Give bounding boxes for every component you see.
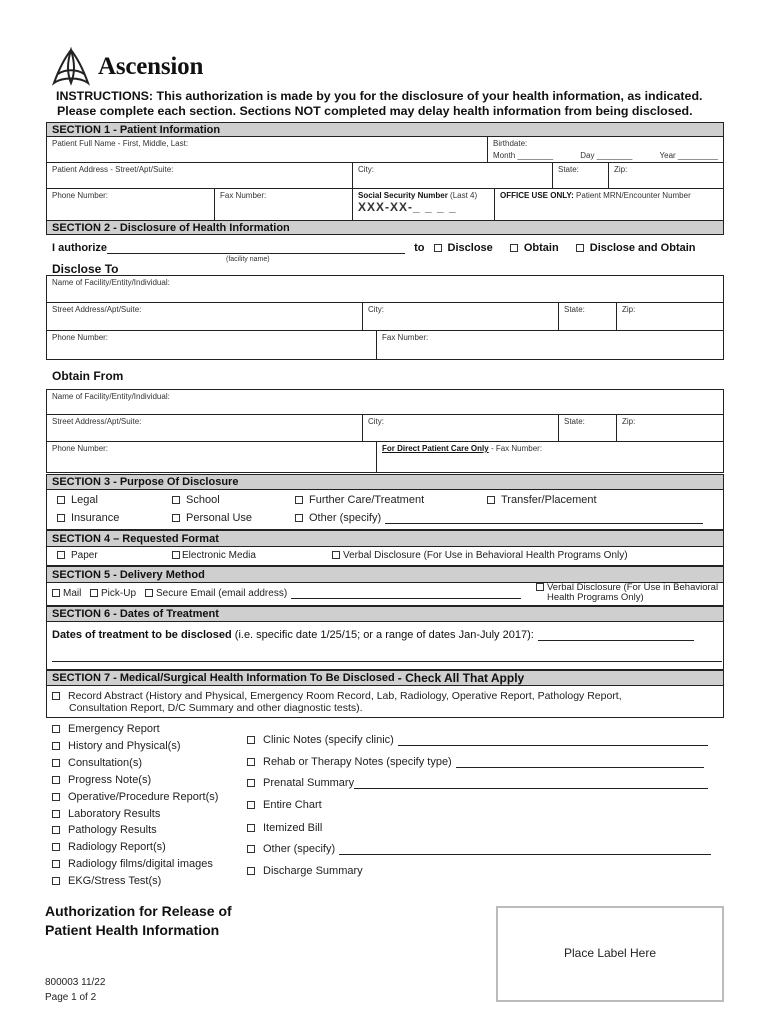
ssn-field[interactable]: Social Security Number (Last 4) XXX-XX-_ _ _ _	[353, 189, 495, 221]
checkbox-icon	[52, 810, 60, 818]
checkbox-icon	[247, 867, 255, 875]
obtain-from-table	[46, 389, 724, 473]
option-disclose-and-obtain[interactable]: Disclose and Obtain	[576, 242, 696, 254]
obtain-from-fax-field[interactable]: For Direct Patient Care Only - Fax Number:	[382, 444, 543, 453]
disclose-to-name-field[interactable]: Name of Facility/Entity/Individual:	[52, 278, 170, 287]
record-entire-chart[interactable]: Entire Chart	[247, 799, 322, 811]
obtain-from-phone-field[interactable]: Phone Number:	[47, 442, 377, 472]
patient-fax-field[interactable]: Fax Number:	[215, 189, 353, 221]
checkbox-icon	[52, 725, 60, 733]
obtain-from-name-field[interactable]: Name of Facility/Entity/Individual:	[52, 392, 170, 401]
checkbox-icon	[172, 496, 180, 504]
birth-day: Day ________	[580, 151, 633, 160]
record-emergency-report[interactable]: Emergency Report	[52, 721, 218, 738]
checkbox-icon	[295, 514, 303, 522]
place-label-text: Place Label Here	[563, 946, 657, 960]
disclose-to-phone-field[interactable]: Phone Number:	[47, 331, 377, 359]
record-radiology-reports[interactable]: Radiology Report(s)	[52, 839, 218, 856]
prenatal-input[interactable]	[354, 788, 708, 789]
patient-full-name-field[interactable]: Patient Full Name - First, Middle, Last:	[47, 137, 488, 162]
purpose-legal[interactable]: Legal	[57, 494, 98, 506]
obtain-from-zip-field[interactable]: Zip:	[622, 417, 636, 426]
section-3-title: SECTION 3 - Purpose Of Disclosure	[47, 475, 723, 490]
dates-input-1[interactable]	[538, 640, 694, 641]
dates-input-2[interactable]	[52, 649, 722, 662]
checkbox-icon	[52, 742, 60, 750]
patient-zip-field[interactable]: Zip:	[614, 165, 628, 174]
instructions	[56, 89, 736, 119]
clinic-input[interactable]	[398, 745, 708, 746]
obtain-from-heading: Obtain From	[52, 369, 124, 383]
checkbox-icon	[52, 589, 60, 597]
record-progress-notes[interactable]: Progress Note(s)	[52, 772, 218, 789]
section-6-title: SECTION 6 - Dates of Treatment	[47, 607, 723, 622]
record-radiology-films[interactable]: Radiology films/digital images	[52, 856, 218, 873]
checkbox-icon	[247, 801, 255, 809]
checkbox-icon	[247, 779, 255, 787]
form-code: 800003 11/22 Page 1 of 2	[45, 977, 106, 1003]
checkbox-icon	[52, 793, 60, 801]
birth-month: Month ________	[493, 151, 554, 160]
instructions-line-1: INSTRUCTIONS: This authorization is made by you for the disclosure of your health information, as indicated.	[56, 89, 703, 103]
purpose-transfer[interactable]: Transfer/Placement	[487, 494, 597, 506]
form-title: Authorization for Release of Patient Health Information	[45, 903, 232, 938]
patient-address-field[interactable]: Patient Address - Street/Apt/Suite:	[47, 163, 353, 188]
disclose-to-city-field[interactable]: City:	[363, 303, 559, 330]
checkbox-icon	[52, 843, 60, 851]
record-discharge-summary[interactable]: Discharge Summary	[247, 865, 363, 877]
section-2-title: SECTION 2 - Disclosure of Health Information	[47, 221, 723, 234]
section-1	[46, 122, 724, 222]
rehab-input[interactable]	[456, 767, 704, 768]
dates-of-treatment: Dates of treatment to be disclosed (i.e. specific date 1/25/15; or a range of dates Jan-July 2017):	[52, 629, 694, 641]
record-rehab-notes[interactable]: Rehab or Therapy Notes (specify type)	[247, 756, 704, 768]
record-types-left	[52, 721, 218, 890]
obtain-from-city-field[interactable]: City:	[363, 415, 559, 441]
record-prenatal-summary[interactable]: Prenatal Summary	[247, 777, 708, 789]
checkbox-icon	[536, 583, 544, 591]
other-record-input[interactable]	[339, 854, 711, 855]
record-other[interactable]: Other (specify)	[247, 843, 711, 855]
section-5-title: SECTION 5 - Delivery Method	[47, 567, 723, 583]
purpose-school[interactable]: School	[172, 494, 220, 506]
record-laboratory-results[interactable]: Laboratory Results	[52, 806, 218, 823]
email-address-input[interactable]	[291, 598, 521, 599]
checkbox-icon	[52, 860, 60, 868]
facility-name-hint: (facility name)	[226, 256, 270, 263]
checkbox-icon	[52, 759, 60, 767]
checkbox-icon	[247, 845, 255, 853]
label-placement-box	[496, 906, 724, 1002]
checkbox-icon	[52, 776, 60, 784]
checkbox-icon	[90, 589, 98, 597]
delivery-mail[interactable]: Mail	[52, 588, 81, 599]
checkbox-icon	[57, 514, 65, 522]
office-use-field: OFFICE USE ONLY: Patient MRN/Encounter Number	[500, 191, 691, 200]
purpose-other[interactable]: Other (specify)	[295, 512, 703, 524]
authorize-line: I authorize to Disclose Obtain Disclose and Obtain	[52, 242, 696, 254]
ascension-logo	[50, 47, 203, 87]
disclose-to-heading: Disclose To	[52, 262, 119, 276]
record-consultations[interactable]: Consultation(s)	[52, 755, 218, 772]
checkbox-icon	[172, 514, 180, 522]
purpose-insurance[interactable]: Insurance	[57, 512, 119, 524]
checkbox-icon	[576, 244, 584, 252]
birth-year: Year _________	[659, 151, 718, 160]
checkbox-icon	[247, 824, 255, 832]
checkbox-icon	[295, 496, 303, 504]
obtain-from-street-field[interactable]: Street Address/Apt/Suite:	[47, 415, 363, 441]
checkbox-icon	[510, 244, 518, 252]
brand-name: Ascension	[98, 53, 204, 80]
record-pathology-results[interactable]: Pathology Results	[52, 822, 218, 839]
delivery-pickup[interactable]: Pick-Up	[90, 588, 136, 599]
instructions-line-2: Please complete each section. Sections NOT completed may delay health information from being disclosed.	[57, 104, 693, 118]
obtain-from-state-field[interactable]: State:	[559, 415, 617, 441]
checkbox-icon	[434, 244, 442, 252]
section-1-title: SECTION 1 - Patient Information	[47, 123, 723, 137]
checkbox-icon	[52, 692, 60, 700]
checkbox-icon	[487, 496, 495, 504]
format-verbal[interactable]: Verbal Disclosure (For Use in Behavioral Health Programs Only)	[332, 550, 628, 561]
checkbox-icon	[332, 551, 340, 559]
option-obtain[interactable]: Obtain	[510, 242, 559, 254]
section-4-title: SECTION 4 – Requested Format	[47, 531, 723, 547]
delivery-verbal[interactable]: Verbal Disclosure (For Use in Behavioral Health Programs Only)	[536, 583, 718, 603]
format-electronic[interactable]: Electronic Media	[172, 550, 256, 561]
facility-name-input[interactable]	[107, 253, 405, 254]
patient-state-field[interactable]: State:	[553, 163, 609, 188]
checkbox-icon	[145, 589, 153, 597]
disclose-to-zip-field[interactable]: Zip:	[622, 305, 636, 314]
record-operative-reports[interactable]: Operative/Procedure Report(s)	[52, 789, 218, 806]
record-ekg-stress[interactable]: EKG/Stress Test(s)	[52, 873, 218, 890]
patient-phone-field[interactable]: Phone Number:	[47, 189, 215, 221]
disclose-to-state-field[interactable]: State:	[559, 303, 617, 330]
birthdate-field[interactable]: Birthdate: Month ________ Day ________ Year _________	[493, 139, 718, 160]
ascension-logo-icon	[50, 47, 92, 87]
disclose-to-table	[46, 275, 724, 360]
option-disclose[interactable]: Disclose	[434, 242, 493, 254]
section-2	[46, 220, 724, 235]
checkbox-icon	[52, 877, 60, 885]
checkbox-icon	[57, 496, 65, 504]
checkbox-icon	[57, 551, 65, 559]
disclose-to-fax-field[interactable]: Fax Number:	[382, 333, 429, 342]
record-itemized-bill[interactable]: Itemized Bill	[247, 822, 322, 834]
record-clinic-notes[interactable]: Clinic Notes (specify clinic)	[247, 734, 708, 746]
checkbox-icon	[247, 736, 255, 744]
purpose-other-input[interactable]	[385, 523, 703, 524]
disclose-to-street-field[interactable]: Street Address/Apt/Suite:	[47, 303, 363, 330]
record-history-physical[interactable]: History and Physical(s)	[52, 738, 218, 755]
page-number: Page 1 of 2	[45, 992, 97, 1003]
checkbox-icon	[247, 758, 255, 766]
patient-city-field[interactable]: City:	[353, 163, 553, 188]
delivery-secure-email[interactable]: Secure Email (email address)	[145, 588, 521, 599]
checkbox-icon	[52, 826, 60, 834]
purpose-further-care[interactable]: Further Care/Treatment	[295, 494, 424, 506]
section-7-title: SECTION 7 - Medical/Surgical Health Information To Be Disclosed - Check All That Apply	[47, 671, 723, 686]
purpose-personal-use[interactable]: Personal Use	[172, 512, 252, 524]
record-abstract-option[interactable]: Record Abstract (History and Physical, Emergency Room Record, Lab, Radiology, Operative Report, Pathology Report, Consultation Report, D/C Summary and other diagnostic tests).	[52, 690, 622, 714]
format-paper[interactable]: Paper	[57, 550, 98, 561]
checkbox-icon	[172, 551, 180, 559]
ssn-value: XXX-XX-_ _ _ _	[358, 200, 457, 214]
